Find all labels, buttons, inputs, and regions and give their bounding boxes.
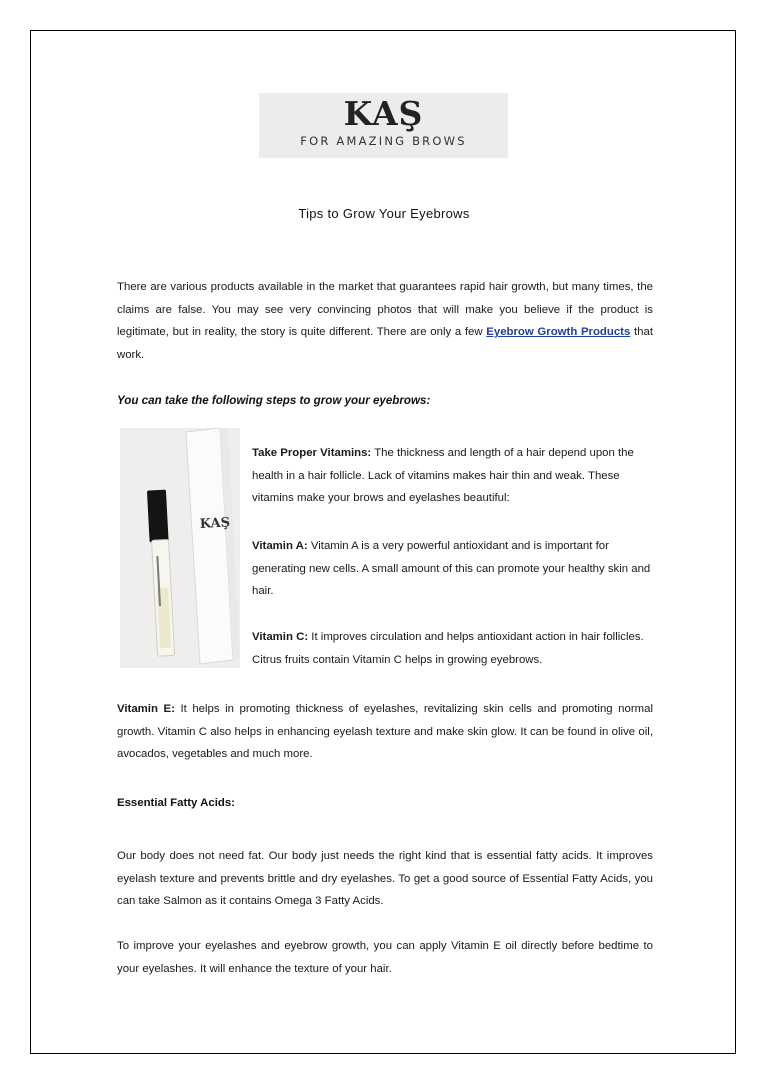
- vitamin-e-paragraph: [117, 698, 653, 766]
- serum-product-image: [120, 428, 240, 668]
- step-text: The thickness and length of a hair depend upon the health in a hair follicle. Lack of vitamins makes hair thin and weak. These vitamins make your brows and eyelashes beautiful:: [252, 447, 634, 505]
- product-photo: [120, 428, 240, 668]
- fatty-acids-heading: Essential Fatty Acids:: [117, 797, 235, 809]
- fatty-acids-paragraph: Our body does not need fat. Our body just needs the right kind that is essential fatty acids. It improves eyelash texture and prevents brittle and dry eyelashes. To get a good source of Essential Fatty Acids, you can take Salmon as it contains Omega 3 Fatty Acids.: [117, 850, 653, 908]
- step-label: Take Proper Vitamins:: [252, 447, 372, 459]
- logo-tagline: FOR AMAZING BROWS: [300, 134, 467, 148]
- step-vitamin-a: [252, 535, 654, 603]
- step-vitamin-c: [252, 626, 654, 671]
- intro-text-end: that work.: [117, 326, 653, 361]
- intro-paragraph: [117, 276, 653, 366]
- steps-heading: You can take the following steps to grow your eyebrows:: [117, 394, 431, 407]
- box-brand-text: KAŞ: [199, 515, 231, 532]
- page-title: Tips to Grow Your Eyebrows: [298, 206, 470, 221]
- step-label: Vitamin A:: [252, 540, 308, 552]
- step-text: Vitamin A is a very powerful antioxidant and is important for generating new cells. A small amount of this can promote your healthy skin and hair.: [252, 540, 651, 598]
- closing-paragraph: To improve your eyelashes and eyebrow growth, you can apply Vitamin E oil directly before bedtime to your eyelashes. It will enhance the texture of your hair.: [117, 940, 653, 975]
- step-label: Vitamin C:: [252, 631, 309, 643]
- brand-logo: [259, 93, 508, 158]
- intro-text: There are various products available in the market that guarantees rapid hair growth, but many times, the claims are false. You may see very convincing photos that will make you believe if the product is legitimate, but in reality, the story is quite different. There are only a few: [117, 281, 653, 339]
- vitamin-e-label: Vitamin E:: [117, 703, 175, 715]
- vitamin-e-text: It helps in promoting thickness of eyelashes, revitalizing skin cells and promoting normal growth. Vitamin C also helps in enhancing eyelash texture and make skin glow. It can be found in olive oil, avocados, vegetables and much more.: [117, 703, 653, 761]
- step-take-vitamins: [252, 442, 654, 510]
- eyebrow-growth-products-link[interactable]: Eyebrow Growth Products: [486, 326, 631, 339]
- logo-brand: KAŞ: [343, 94, 424, 133]
- step-text: It improves circulation and helps antioxidant action in hair follicles. Citrus fruits contain Vitamin C helps in growing eyebrows.: [252, 631, 644, 666]
